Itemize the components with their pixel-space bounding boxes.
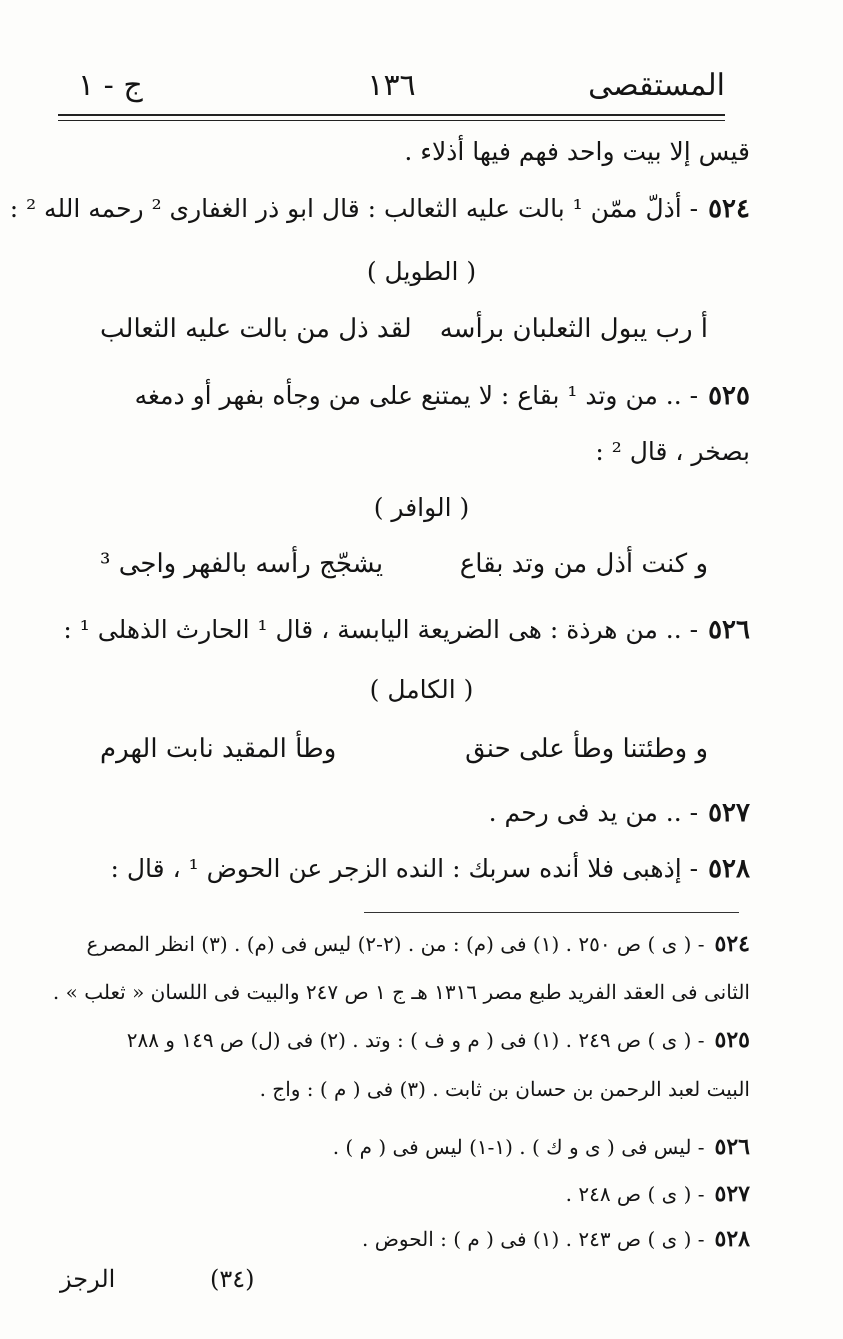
entry-524 <box>9 193 750 225</box>
footnote-number: ٥٢٥ <box>714 1027 750 1053</box>
footnote-number: ٥٢٤ <box>714 931 750 957</box>
entry-526 <box>58 614 750 646</box>
entry-528 <box>58 853 750 885</box>
footnote-rule <box>364 912 739 913</box>
entry-number: ٥٢٥ <box>708 381 750 411</box>
verse-first-hemistich: و وطئتنا وطأ على حنق <box>465 734 708 764</box>
entry-text: - .. من هرذة : هى الضريعة اليابسة ، قال ¹ الحارث الذهلى ¹ : <box>63 615 699 644</box>
verse-second-hemistich: وطأ المقيد نابت الهرم <box>100 734 337 764</box>
header-rule <box>58 114 725 121</box>
book-title: المستقصى <box>588 68 725 103</box>
meter-label: ( الطويل ) <box>366 257 477 286</box>
footnote-text: - ليس فى ( ى و ك ) . (١-١) ليس فى ( م ) . <box>332 1135 705 1159</box>
entry-527 <box>58 797 750 829</box>
entry-text: - .. من وتد ¹ بقاع : لا يمتنع على من وجأه بفهر أو دمغه <box>134 381 699 410</box>
footnote-text: - ( ى ) ص ٢٤٩ . (١) فى ( م و ف ) : وتد . (٢) فى (ل) ص ١٤٩ و ٢٨٨ <box>126 1028 705 1052</box>
signature-mark: (٣٤) <box>210 1265 255 1293</box>
volume-label: ج - ١ <box>78 68 143 103</box>
entry-525 <box>58 380 750 412</box>
verse-second-hemistich: لقد ذل من بالت عليه الثعالب <box>100 314 412 344</box>
footnote-525-continuation: البيت لعبد الرحمن بن حسان بن ثابت . (٣) فى ( م ) : واج . <box>259 1077 750 1101</box>
footnote-525 <box>50 1026 750 1054</box>
entry-number: ٥٢٦ <box>708 615 750 645</box>
meter-label: ( الكامل ) <box>369 675 474 704</box>
continuation-line: قيس إلا بيت واحد فهم فيها أذلاء . <box>404 137 750 166</box>
footnote-524 <box>50 930 750 958</box>
entry-525-continuation: بصخر ، قال ² : <box>595 437 750 466</box>
page-number: ١٣٦ <box>367 68 416 103</box>
footnote-527 <box>50 1180 750 1208</box>
footnote-text: - ( ى ) ص ٢٥٠ . (١) فى (م) : من . (٢-٢) ليس فى (م) . (٣) انظر المصرع <box>86 932 705 956</box>
entry-text: - إذهبى فلا أنده سربك : النده الزجر عن الحوض ¹ ، قال : <box>110 854 699 883</box>
verse-second-hemistich: يشجّج رأسه بالفهر واجى ³ <box>100 549 384 579</box>
footnote-526 <box>50 1133 750 1161</box>
page-footer <box>60 1265 270 1301</box>
entry-number: ٥٢٧ <box>708 798 750 828</box>
meter-label: ( الوافر ) <box>373 493 470 522</box>
entry-number: ٥٢٤ <box>708 194 750 224</box>
verse-first-hemistich: أ رب يبول الثعلبان برأسه <box>439 314 708 344</box>
running-header <box>58 62 725 106</box>
footnote-number: ٥٢٧ <box>714 1181 750 1207</box>
bottom-catchword: الرجز <box>60 1265 116 1293</box>
footnote-text: - ( ى ) ص ٢٤٨ . <box>565 1182 705 1206</box>
entry-number: ٥٢٨ <box>708 854 750 884</box>
footnote-524-continuation: الثانى فى العقد الفريد طبع مصر ١٣١٦ هـ ج ١ ص ٢٤٧ والبيت فى اللسان « ثعلب » . <box>52 980 750 1004</box>
footnote-528 <box>50 1225 750 1253</box>
footnote-number: ٥٢٨ <box>714 1226 750 1252</box>
entry-text: - .. من يد فى رحم . <box>488 798 699 827</box>
footnote-number: ٥٢٦ <box>714 1134 750 1160</box>
verse-first-hemistich: و كنت أذل من وتد بقاع <box>459 549 708 579</box>
entry-text: - أذلّ ممّن ¹ بالت عليه الثعالب : قال ابو ذر الغفارى ² رحمه الله ² : <box>9 194 699 223</box>
footnote-text: - ( ى ) ص ٢٤٣ . (١) فى ( م ) : الحوض . <box>362 1227 705 1251</box>
